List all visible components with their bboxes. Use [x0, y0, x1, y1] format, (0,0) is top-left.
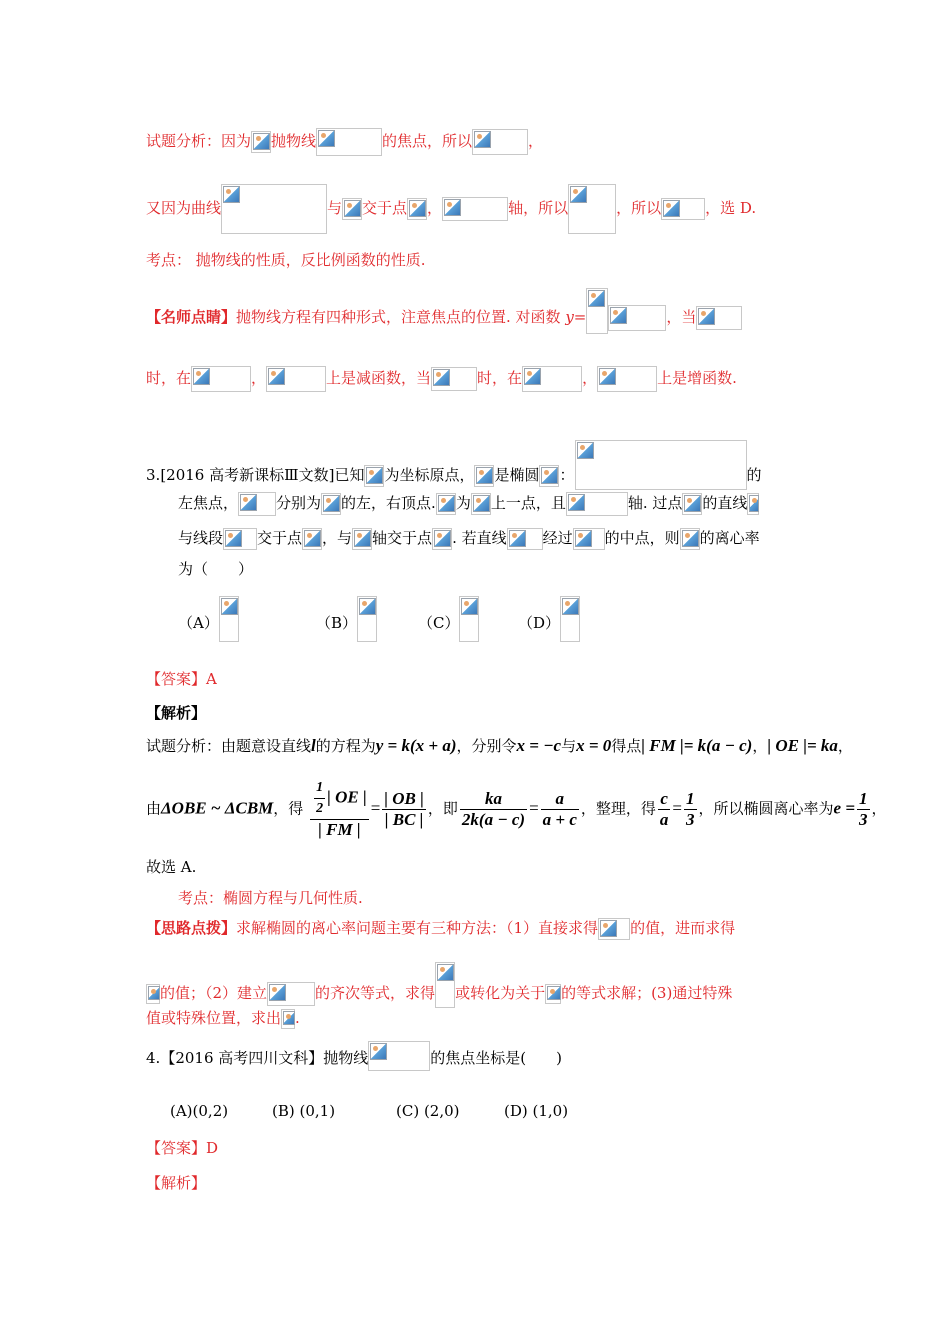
image-placeholder-icon [225, 530, 242, 547]
image-placeholder-icon [575, 530, 592, 547]
text: 上是减函数，当 [326, 369, 432, 387]
math: | FM |= k(a − c) [641, 736, 753, 755]
formula-image [267, 982, 315, 1006]
text: ， [871, 799, 887, 818]
text: 经过 [542, 529, 573, 547]
question-number: 4. [146, 1049, 161, 1067]
text: 是椭圆 [494, 466, 540, 484]
question-source: [2016 高考新课标Ⅲ文数] [160, 466, 335, 484]
fraction-oe-fm: $\frac{1}{2}$ | OE | | FM | [310, 778, 369, 840]
mingshi-line-2 [146, 366, 737, 392]
image-placeholder-icon [359, 598, 376, 615]
text: ， [752, 737, 768, 755]
math: x = −c [516, 736, 562, 755]
formula-image [598, 918, 630, 940]
fraction-ka: $\frac{ka}{2k(a - c)}$ [461, 788, 526, 829]
formula-image [472, 129, 528, 155]
image-placeholder-icon [600, 920, 617, 937]
formula-image [364, 465, 384, 487]
image-placeholder-icon [223, 186, 240, 203]
fraction-a-ac: $\frac{a}{a + c}$ [542, 788, 577, 829]
image-placeholder-icon [344, 200, 361, 217]
label: 【思路点拨】 [146, 919, 237, 937]
fraction-ob-bc: $\frac{| OB |}{| BC |}$ [384, 788, 424, 829]
q4-option-a[interactable]: (A)(0,2) [170, 1102, 229, 1120]
jiexi-3-heading: 【解析】 [146, 704, 207, 722]
image-placeholder-icon [461, 598, 478, 615]
image-placeholder-icon [476, 467, 493, 484]
math: y = k(x + a) [375, 736, 457, 755]
formula-image [302, 528, 322, 550]
formula-image [321, 493, 341, 515]
formula-image [436, 493, 456, 515]
image-placeholder-icon [473, 495, 490, 512]
mingshi-line-1 [146, 288, 742, 334]
analysis-line-1 [146, 128, 543, 156]
image-placeholder-icon [682, 530, 699, 547]
math: = [672, 798, 683, 818]
answer-4: 【答案】D [146, 1139, 219, 1157]
text: ，得 [273, 799, 304, 818]
image-placeholder-icon [323, 495, 340, 512]
image-placeholder-icon [577, 442, 594, 459]
text: ，即 [427, 799, 458, 818]
formula-image [597, 366, 657, 392]
formula-image [566, 492, 628, 516]
label: 【名师点睛】 [146, 308, 237, 326]
formula-image [522, 366, 582, 392]
formula-image [223, 528, 257, 550]
analysis-line-2 [146, 184, 756, 234]
formula-image [507, 528, 543, 550]
answer-3: 【答案】A [146, 670, 217, 688]
image-placeholder-icon [283, 1011, 295, 1025]
math: ΔOBE ~ ΔCBM [161, 798, 274, 818]
formula-image [146, 984, 160, 1004]
kaodian-1: 考点： 抛物线的性质，反比例函数的性质. [146, 251, 426, 269]
silu-line-2 [146, 962, 732, 1008]
jiexi-4-heading: 【解析】 [146, 1174, 207, 1192]
text: ，选 D. [705, 199, 757, 217]
text: ，分别令 [456, 737, 517, 755]
text: 与 [561, 737, 577, 755]
text: ，所以椭圆离心率为 [698, 799, 834, 818]
solution-line-2 [146, 778, 887, 840]
math: e = [833, 798, 856, 818]
formula-image [251, 131, 271, 153]
text: . 若直线 [452, 529, 507, 547]
text: 为 [455, 494, 471, 512]
image-placeholder-icon [663, 200, 680, 217]
text: 与线段 [178, 529, 224, 547]
text: 的齐次等式，求得 [315, 984, 436, 1002]
text: 又因为曲线 [146, 199, 222, 217]
formula-image [568, 184, 616, 234]
text: . [295, 1009, 300, 1027]
formula-image [342, 198, 362, 220]
formula-image [608, 305, 666, 331]
formula-image [432, 528, 452, 550]
image-placeholder-icon [253, 133, 270, 150]
math: = [529, 798, 539, 818]
option-label: （A） [178, 614, 219, 632]
formula-image [431, 367, 477, 391]
image-placeholder-icon [221, 598, 238, 615]
image-placeholder-icon [749, 495, 759, 512]
formula-image [316, 128, 382, 156]
q4-option-b[interactable]: (B) (0,1) [272, 1102, 336, 1120]
question-3-line-2 [178, 492, 759, 516]
fraction-one-third: $\frac{1}{3}$ [686, 788, 695, 829]
image-placeholder-icon [562, 598, 579, 615]
solution-line-1 [146, 735, 853, 757]
formula-image [238, 492, 276, 516]
option-label: （C） [418, 614, 460, 632]
text: ， [251, 369, 267, 387]
question-number: 3. [146, 466, 161, 484]
kaodian-3: 考点：椭圆方程与几何性质. [178, 889, 363, 907]
formula-image [696, 306, 742, 330]
fraction-e-one-third: $\frac{1}{3}$ [859, 788, 868, 829]
text: ： [559, 466, 575, 484]
image-placeholder-icon [148, 986, 160, 1000]
question-source: 【2016 高考四川文科】 [160, 1049, 324, 1067]
math: | OE |= ka [767, 736, 838, 755]
image-placeholder-icon [433, 369, 450, 386]
formula-image [281, 1009, 295, 1029]
image-placeholder-icon [268, 368, 285, 385]
text: 的左，右顶点. [341, 494, 436, 512]
image-placeholder-icon [568, 494, 585, 511]
text: 与 [327, 199, 343, 217]
text: 得点 [611, 737, 642, 755]
text: 的 [746, 466, 762, 484]
formula-image [191, 366, 251, 392]
option-a[interactable] [178, 596, 239, 642]
solution-conclusion: 故选 A. [146, 858, 197, 876]
text: 交于点 [257, 529, 303, 547]
text: 的值；（2）建立 [160, 984, 268, 1002]
text: 上是增函数. [657, 369, 737, 387]
formula-image [471, 493, 491, 515]
image-placeholder-icon [438, 495, 455, 512]
text: 时，在 [146, 369, 192, 387]
image-placeholder-icon [509, 530, 526, 547]
q4-option-c[interactable]: (C) (2,0) [396, 1102, 460, 1120]
option-label: （D） [518, 614, 561, 632]
image-placeholder-icon [370, 1043, 387, 1060]
image-placeholder-icon [409, 200, 426, 217]
text: 的中点，则 [604, 529, 680, 547]
formula-image [747, 493, 759, 515]
image-placeholder-icon [193, 368, 210, 385]
option-label: （B） [316, 614, 358, 632]
text: 的焦点，所以 [382, 132, 473, 150]
formula-image [680, 528, 700, 550]
silu-line-3 [146, 1007, 300, 1029]
question-3-line-4: 为（ ） [178, 560, 254, 578]
text: ，整理，得 [580, 799, 656, 818]
text: 轴，所以 [508, 199, 569, 217]
text: 的直线 [702, 494, 748, 512]
q4-option-d[interactable]: (D) (1,0) [504, 1102, 569, 1120]
option-b[interactable] [316, 596, 377, 642]
formula-image [352, 528, 372, 550]
text: ， [837, 737, 853, 755]
text: 的方程为 [315, 737, 376, 755]
silu-line-1 [146, 917, 735, 940]
image-placeholder-icon [444, 199, 461, 216]
image-placeholder-icon [610, 307, 627, 324]
formula-image [442, 197, 508, 221]
text: 的值，进而求得 [630, 919, 736, 937]
image-placeholder-icon [240, 494, 257, 511]
image-placeholder-icon [437, 964, 454, 981]
formula-image [682, 493, 702, 515]
image-placeholder-icon [684, 495, 701, 512]
formula-image [573, 528, 605, 550]
text: 已知 [334, 466, 365, 484]
formula-image [661, 198, 705, 220]
option-c[interactable] [418, 596, 479, 642]
text: 抛物线 [271, 132, 317, 150]
text: ，与 [322, 529, 353, 547]
text: ， [427, 199, 443, 217]
formula-image [368, 1041, 430, 1071]
text: 分别为 [276, 494, 322, 512]
text: 试题分析：由题意设直线 [146, 737, 312, 755]
math: = [370, 798, 381, 818]
formula-image [219, 596, 239, 642]
text: 由 [146, 799, 162, 818]
image-placeholder-icon [318, 130, 335, 147]
text: 求解椭圆的离心率问题主要有三种方法：（1）直接求得 [236, 919, 599, 937]
fraction-c-a: $\frac{c}{a}$ [659, 788, 669, 829]
text: 的焦点坐标是( ) [430, 1049, 562, 1067]
formula-image [407, 198, 427, 220]
text: 时，在 [477, 369, 523, 387]
text: 左焦点， [178, 494, 239, 512]
formula-image [545, 984, 561, 1004]
text: 为坐标原点， [384, 466, 475, 484]
option-d[interactable] [518, 596, 580, 642]
formula-image [575, 440, 747, 490]
text: 抛物线方程有四种形式，注意焦点的位置. 对函数 [236, 308, 566, 326]
text: 的等式求解；(3)通过特殊 [561, 984, 733, 1002]
text: 试题分析：因为 [146, 132, 252, 150]
text: 的离心率 [699, 529, 760, 547]
question-4-line-1 [146, 1041, 562, 1071]
text: 轴交于点 [372, 529, 433, 547]
text: 抛物线 [323, 1049, 369, 1067]
formula-image [586, 288, 608, 334]
text: 或转化为关于 [455, 984, 546, 1002]
text: 交于点 [362, 199, 408, 217]
image-placeholder-icon [366, 467, 383, 484]
question-3-line-1 [146, 440, 762, 490]
text: 轴. 过点 [627, 494, 683, 512]
image-placeholder-icon [588, 290, 605, 307]
text: ， [528, 132, 544, 150]
image-placeholder-icon [570, 186, 587, 203]
formula-image [560, 596, 580, 642]
image-placeholder-icon [269, 984, 286, 1001]
image-placeholder-icon [698, 308, 715, 325]
formula-image [221, 184, 327, 234]
image-placeholder-icon [434, 530, 451, 547]
image-placeholder-icon [541, 467, 558, 484]
text: ， [582, 369, 598, 387]
image-placeholder-icon [304, 530, 321, 547]
formula-image [459, 596, 479, 642]
text: 值或特殊位置，求出 [146, 1009, 282, 1027]
formula-image [539, 465, 559, 487]
question-3-line-3 [178, 527, 760, 550]
image-placeholder-icon [474, 131, 491, 148]
formula-image [474, 465, 494, 487]
formula-image [266, 366, 326, 392]
text: 上一点，且 [490, 494, 566, 512]
image-placeholder-icon [354, 530, 371, 547]
text: ，当 [666, 308, 697, 326]
image-placeholder-icon [524, 368, 541, 385]
text: y= [565, 308, 587, 326]
math: l [311, 736, 316, 755]
image-placeholder-icon [599, 368, 616, 385]
image-placeholder-icon [547, 986, 561, 1000]
formula-image [357, 596, 377, 642]
formula-image [435, 962, 455, 1008]
math: x = 0 [576, 736, 612, 755]
text: ，所以 [616, 199, 662, 217]
